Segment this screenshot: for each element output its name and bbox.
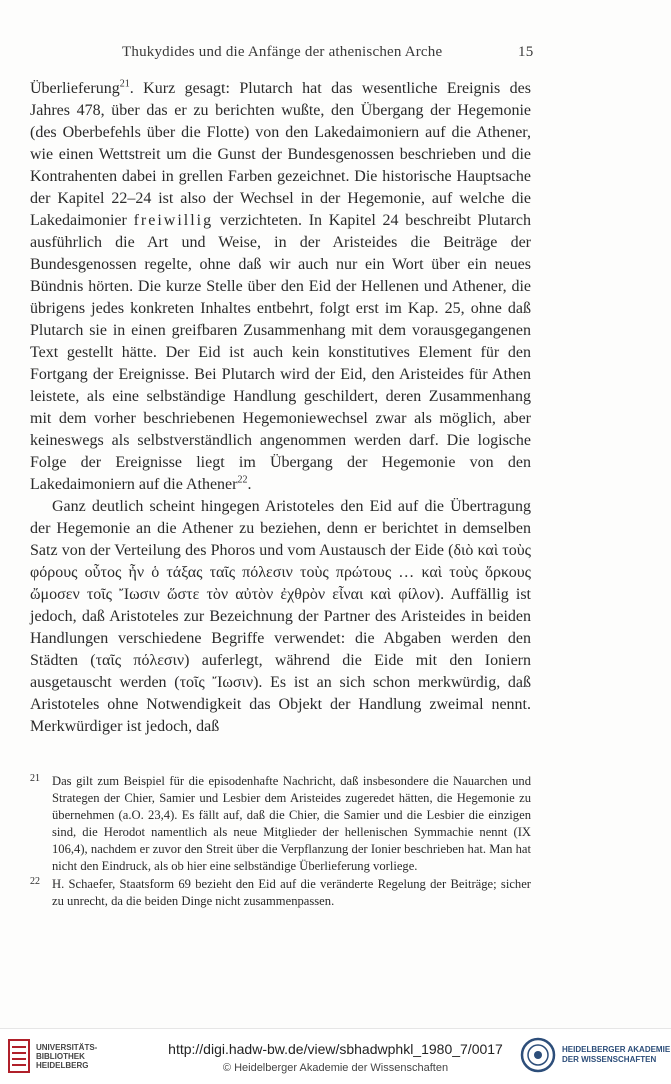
page-number: 15: [518, 44, 534, 60]
academy-seal-icon[interactable]: [520, 1037, 556, 1073]
footnote-22: [30, 876, 531, 910]
footnote-number: 21: [30, 773, 40, 784]
p1-text-c: verzichteten. In Kapitel 24 beschreibt Plutarch ausführlich die Art und Weise, in der Aristeides die Beiträge der Bundesgenossen regelte, ohne daß wir auch nur ein Wort über ein neues Bündnis hörten. Die kurze Stelle über den Eid der Hellenen und Athener, die übrigens jedes konkreten Inhaltes entbehrt, folgt erst im Kap. 25, ohne daß Plutarch sie in einen greifbaren Zusammenhang mit dem vorausgegangenen Text gestellt hätte. Der Eid ist auch kein konstitutives Element für den Fortgang der Ereignisse. Bei Plutarch wird der Eid, den Aristeides für Athen leistete, als eine selbständige Handlung geschildert, deren Zusammenhang mit dem vorher beschriebenen Hegemoniewechsel zwar als möglich, aber keineswegs als selbstverständlich angenommen werden darf. Die logische Folge der Ereignisse liegt im Übergang der Hegemonie von den Lakedaimoniern auf die Athener: [30, 212, 532, 493]
footnote-ref-21[interactable]: 21: [119, 78, 130, 90]
university-library-name: UNIVERSITÄTS- BIBLIOTHEK HEIDELBERG: [36, 1043, 98, 1070]
p1-text-b: . Kurz gesagt: Plutarch hat das wesentliche Ereignis des Jahres 478, über das er zu berichten wußte, den Übergang der Hegemonie (des Oberbefehls über die Flotte) von den Lakedaimoniern auf die Athener, wie einen Wettstreit um die Gunst der Bundesgenossen beschrieben und die Kontrahenten dabei in grellen Farben gezeichnet. Die historische Hauptsache der Kapitel 22–24 ist also der Wechsel in der Hegemonie, auf welche die Lakedaimonier: [30, 80, 531, 229]
p1-text-a: Überlieferung: [30, 80, 120, 97]
running-head-title: Thukydides und die Anfänge der athenischen Arche: [122, 44, 443, 60]
footnotes: [30, 773, 531, 911]
permalink-url[interactable]: http://digi.hadw-bw.de/view/sbhadwphkl_1980_7/0017: [168, 1041, 503, 1057]
footnote-21: [30, 773, 531, 875]
footnote-number: 22: [30, 876, 40, 887]
p1-text-d: .: [247, 476, 252, 493]
academy-name: HEIDELBERGER AKADEMIE DER WISSENSCHAFTEN: [562, 1045, 671, 1064]
main-text: [30, 78, 531, 738]
footnote-ref-22[interactable]: 22: [237, 474, 248, 486]
paragraph-1: [30, 78, 531, 496]
viewer-footer: [0, 1028, 671, 1084]
p1-spaced-word: freiwillig: [133, 212, 214, 229]
copyright-notice: © Heidelberger Akademie der Wissenschaften: [222, 1062, 449, 1074]
paragraph-2: Ganz deutlich scheint hingegen Aristoteles den Eid auf die Übertragung der Hegemonie an die Athener zu beziehen, denn er berichtet in demselben Satz von der Verteilung des Phoros und vom Austausch der Eide (διὸ καὶ τοὺς φόρους οὗτος ἦν ὁ τάξας ταῖς πόλεσιν τοὺς πρώτους … καὶ τοὺς ὅρκους ὤμοσεν τοῖς Ἴωσιν ὥστε τὸν αὐτὸν ἐχθρὸν εἶναι καὶ φίλον). Auffällig ist jedoch, daß Aristoteles zur Bezeichnung der Partner des Aristeides in beiden Handlungen verschiedene Begriffe verwendet: die Abgaben werden den Städten (ταῖς πόλεσιν) auferlegt, während die Eide mit den Ioniern ausgetauscht werden (τοῖς Ἴωσιν). Es ist an sich schon merkwürdig, daß Aristoteles ohne Notwendigkeit das Objekt der Handlung zweimal nennt. Merkwürdiger ist jedoch, daß: [30, 498, 531, 735]
footnote-text: Das gilt zum Beispiel für die episodenhafte Nachricht, daß insbesondere die Nauarchen und Strategen der Chier, Samier und Lesbier dem Aristeides zugeredet hätten, die Hegemonie zu übernehmen (a.O. 23,4). Es fällt auf, daß die Chier, die Samier und die Lesbier die einzigen sind, die Herodot namentlich als neue Mitglieder der hellenischen Symmachie nennt (IX 106,4), nachdem er zuvor den Streit über die Verpflanzung der Ionier beschrieben hat. Man hat nicht den Eindruck, als ob hier eine selbständige Überlieferung vorliege.: [52, 774, 531, 873]
footnote-text: H. Schaefer, Staatsform 69 bezieht den Eid auf die veränderte Regelung der Beiträge; sicher zu unrecht, da die beiden Dinge nicht zusammenpassen.: [52, 877, 531, 908]
